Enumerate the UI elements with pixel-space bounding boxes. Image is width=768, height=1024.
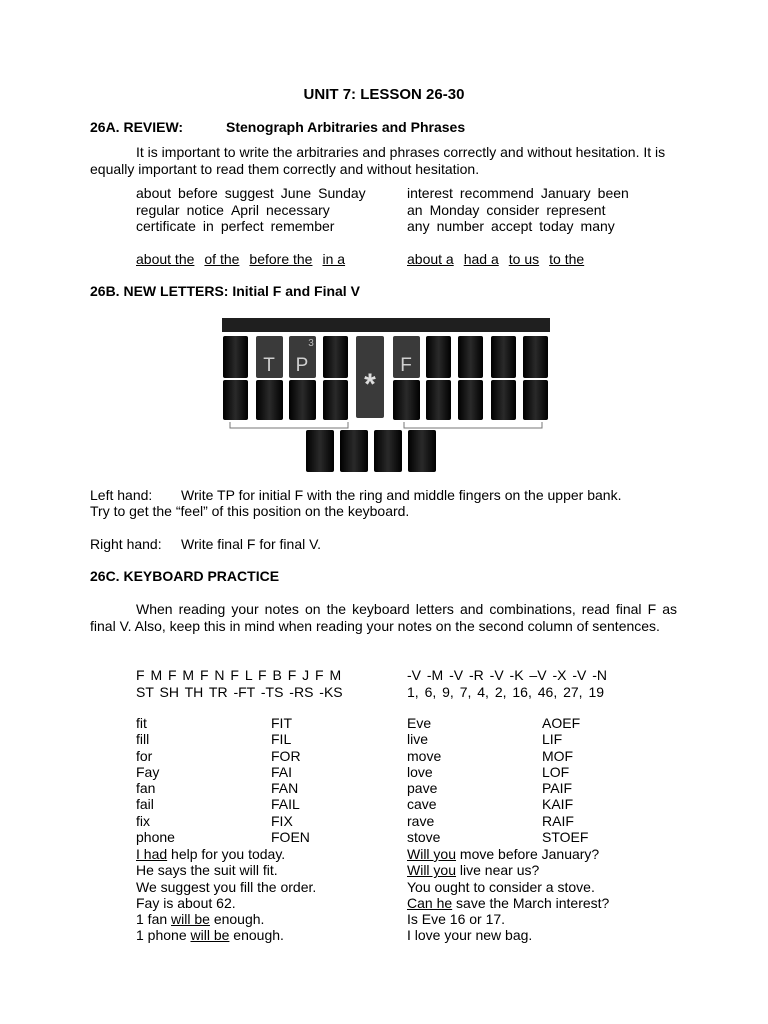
arbitraries-right — [407, 185, 636, 235]
word: suggest — [224, 185, 274, 201]
drill-line: 1, 6, 9, 7, 4, 2, 16, 46, 27, 19 — [407, 683, 605, 700]
list-item: KAIF — [542, 796, 574, 813]
list-item: Eve — [407, 715, 432, 731]
section-26b-heading: 26B. NEW LETTERS: Initial F and Final V — [90, 283, 360, 299]
word: remember — [270, 218, 335, 234]
list-item: fit — [136, 715, 147, 731]
word: represent — [546, 201, 606, 218]
word: before — [178, 185, 218, 201]
word: notice — [186, 201, 224, 218]
word-row — [407, 202, 636, 219]
phrase: before the — [249, 251, 313, 267]
list-item: phone — [136, 829, 175, 846]
list-item: pave — [407, 780, 438, 797]
arbitraries-left — [136, 185, 373, 235]
key-p-label: P — [295, 355, 309, 376]
list-item: RAIF — [542, 812, 574, 829]
sentence: 1 phone will be enough. — [136, 927, 284, 944]
drill-right — [407, 667, 607, 700]
list-item: live — [407, 731, 429, 748]
word: an — [407, 201, 423, 218]
word-row — [136, 218, 373, 235]
word: consider — [486, 201, 540, 218]
key-f-label: F — [400, 355, 412, 376]
sentence: Will you live near us? — [407, 862, 540, 879]
section-26a-heading: 26A. REVIEW: — [90, 119, 184, 135]
phrase: in a — [322, 251, 346, 267]
key-star-label: * — [364, 368, 376, 401]
list-item: cave — [407, 796, 437, 813]
word-row — [136, 202, 373, 219]
steno-keyboard-diagram — [218, 316, 552, 476]
list-item: FAI — [271, 763, 293, 780]
sentence: Fay is about 62. — [136, 894, 236, 911]
word: April — [230, 201, 259, 218]
sentences-right — [407, 846, 609, 944]
sentence: We suggest you fill the order. — [136, 878, 317, 895]
word: any — [407, 218, 430, 234]
right-hand-label: Right hand: — [90, 536, 162, 552]
phrases-left — [136, 251, 355, 267]
word-row — [407, 185, 636, 202]
sentence: You ought to consider a stove. — [407, 878, 595, 895]
list-item: fill — [136, 731, 150, 748]
left-hand-label: Left hand: — [90, 487, 153, 503]
list-item: fail — [136, 796, 154, 813]
word: been — [597, 185, 629, 201]
sentence: Can he save the March interest? — [407, 894, 610, 911]
section-26c-paragraph: When reading your notes on the keyboard letters and combinations, read final F as final V. Also, keep this in mind when reading your notes on the second column of sentences. — [90, 601, 677, 634]
steno-list-left — [271, 715, 310, 845]
phrase: to the — [549, 251, 585, 267]
phrase: about a — [407, 251, 454, 267]
section-26c-heading: 26C. KEYBOARD PRACTICE — [90, 568, 280, 584]
sentence: Will you move before January? — [407, 846, 600, 862]
word: January — [540, 185, 591, 201]
drill-left — [136, 667, 343, 700]
list-item: AOEF — [542, 715, 581, 731]
phrase: of the — [204, 251, 240, 267]
word: Sunday — [318, 185, 366, 201]
word-row — [407, 218, 636, 235]
section-26a-paragraph: It is important to write the arbitraries and phrases correctly and without hesitation. It is equally important to read them correctly and without hesitation. — [90, 144, 666, 177]
right-hand-text: Write final F for final V. — [181, 536, 322, 552]
phrase: to us — [508, 251, 540, 267]
section-26a-subheading: Stenograph Arbitraries and Phrases — [226, 119, 466, 135]
sentence: Is Eve 16 or 17. — [407, 911, 506, 928]
word: in — [202, 218, 214, 234]
steno-list-right — [542, 715, 588, 845]
list-item: PAIF — [542, 780, 573, 797]
list-item: love — [407, 763, 433, 780]
word: recommend — [459, 185, 534, 201]
list-item: FOR — [271, 747, 301, 764]
list-item: rave — [407, 812, 435, 829]
list-item: move — [407, 747, 442, 764]
list-item: FAIL — [271, 796, 300, 813]
sentence: I love your new bag. — [407, 927, 533, 944]
page-title: UNIT 7: LESSON 26-30 — [303, 86, 465, 103]
list-item: fix — [136, 812, 150, 829]
word-list-right — [407, 715, 441, 845]
sentence: I had help for you today. — [136, 846, 286, 862]
word: accept — [491, 218, 533, 234]
phrase: about the — [136, 251, 195, 267]
drill-line: ST SH TH TR -FT -TS -RS -KS — [136, 683, 343, 700]
list-item: FAN — [271, 780, 299, 797]
list-item: for — [136, 747, 153, 764]
word: regular — [136, 201, 180, 218]
list-item: Fay — [136, 763, 160, 780]
left-hand-text: Write TP for initial F with the ring and middle fingers on the upper bank. — [181, 487, 622, 503]
drill-line: -V -M -V -R -V -K –V -X -V -N — [407, 667, 607, 683]
word: interest — [407, 185, 453, 201]
word: many — [580, 218, 615, 234]
word-row — [136, 185, 373, 202]
drill-line: F M F M F N F L F B F J F M — [136, 667, 342, 683]
list-item: FIX — [271, 812, 293, 829]
phrases-right — [407, 251, 594, 267]
list-item: stove — [407, 829, 441, 846]
word-list-left — [136, 715, 175, 845]
list-item: MOF — [542, 747, 574, 764]
list-item: STOEF — [542, 829, 589, 846]
word: about — [136, 185, 172, 201]
sentence: He says the suit will fit. — [136, 862, 278, 879]
word: Monday — [429, 201, 480, 218]
key-t-label: T — [263, 355, 275, 376]
word: number — [436, 218, 485, 234]
list-item: FIT — [271, 715, 292, 731]
keyboard-svg — [218, 316, 552, 476]
key-number-label: 3 — [308, 338, 314, 349]
list-item: fan — [136, 780, 156, 797]
list-item: LIF — [542, 731, 563, 748]
left-hand-text-2: Try to get the “feel” of this position on the keyboard. — [90, 503, 410, 519]
sentences-left — [136, 846, 316, 944]
word: certificate — [136, 218, 196, 234]
word: today — [539, 218, 574, 234]
word: June — [280, 185, 312, 201]
phrase: had a — [463, 251, 499, 267]
sentence: 1 fan will be enough. — [136, 911, 265, 928]
word: necessary — [265, 201, 330, 218]
list-item: FOEN — [271, 829, 310, 846]
list-item: LOF — [542, 763, 570, 780]
word: perfect — [220, 218, 264, 234]
list-item: FIL — [271, 731, 292, 748]
